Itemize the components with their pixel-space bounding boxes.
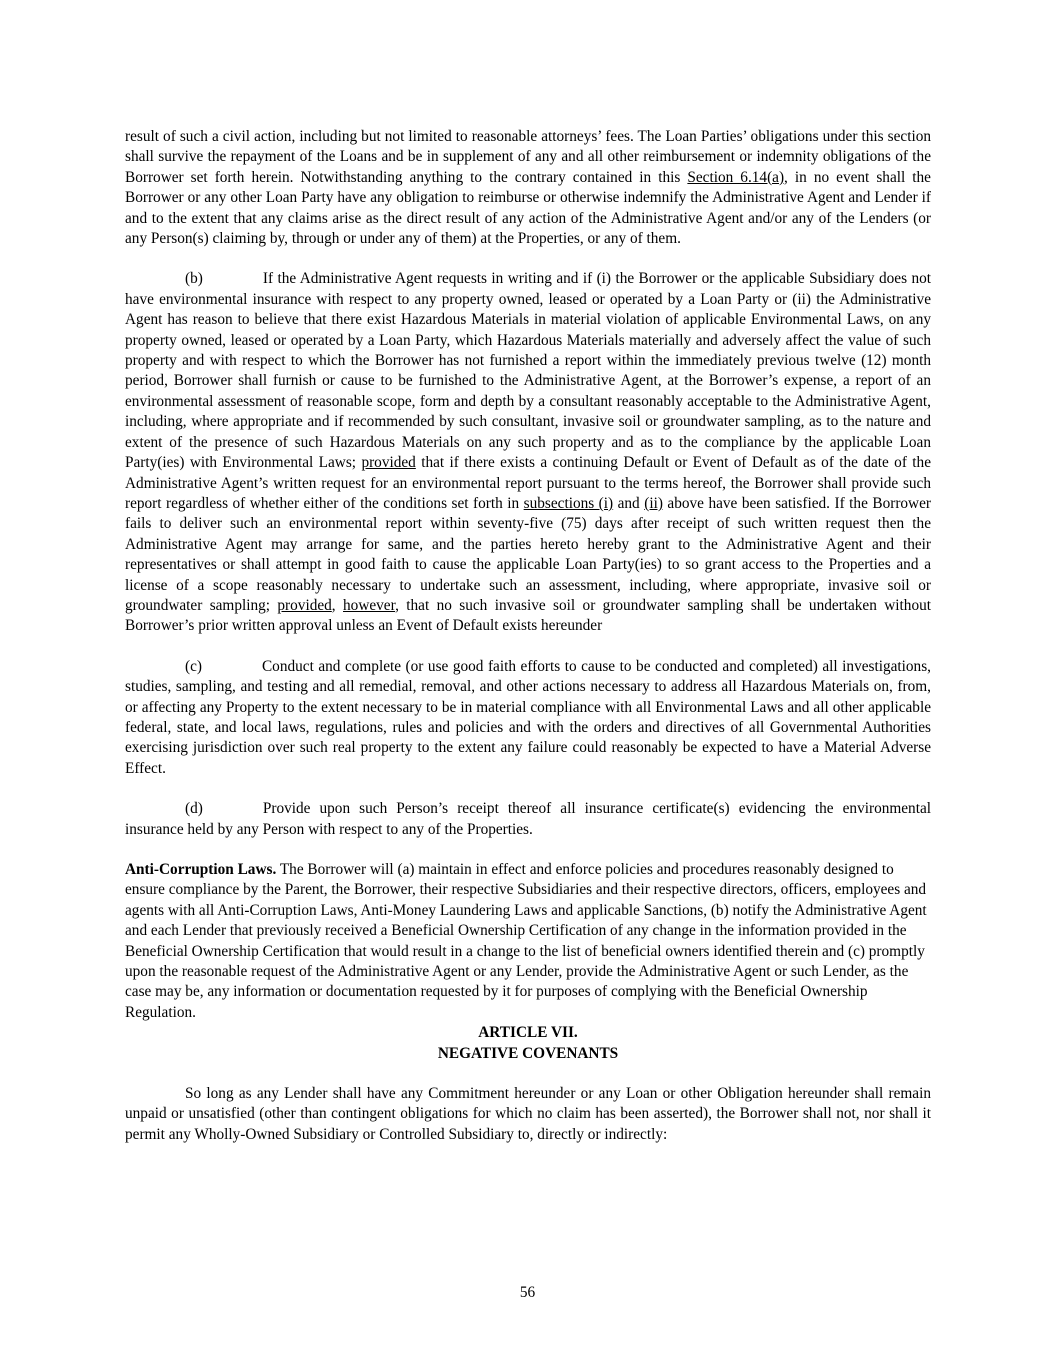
paragraph — [125, 1084, 931, 1145]
text-run: that if there exists a continuing Default or Event of Default as of the date of the Administrative Agent’s written request for an environmental report pursuant to the terms hereof, the Borrower shall provide such report regardless of whether either of the conditions set forth in — [125, 454, 931, 512]
section-heading: ARTICLE VII. — [478, 1024, 578, 1042]
page-number: 56 — [519, 1284, 536, 1301]
text-run: , in no event shall the Borrower or any other Loan Party have any obligation to reimburse or otherwise indemnify the Administrative Agent and Lender if and to the extent that any claims arise as the direct result of any action of the Administrative Agent and/or any of the Lenders (or any Person(s) claiming by, through or under any of them) at the Properties, or any of them. — [125, 168, 931, 248]
bold-lead-in: Anti-Corruption Laws. — [125, 861, 277, 878]
text-run: (c) — [185, 657, 202, 675]
text-run: Provide upon such Person’s receipt thereof all insurance certificate(s) evidencing the environmental insurance held by any Person with respect to any of the Properties. — [125, 800, 931, 838]
paragraph — [125, 269, 931, 636]
underlined-reference: however — [343, 596, 396, 614]
paragraph — [125, 127, 931, 249]
section-heading: NEGATIVE COVENANTS — [437, 1044, 619, 1062]
text-run: (b) — [185, 270, 203, 288]
text-run: , — [331, 596, 344, 614]
text-run: Conduct and complete (or use good faith efforts to cause to be conducted and completed) all investigations, studies, sampling, and testing and all remedial, removal, and other actions necessary to address all Hazardous Materials on, from, or affecting any Property to the extent necessary to be in material compliance with all Environmental Laws and all other applicable federal, state, and local laws, regulations, rules and policies and with the orders and directives of all Governmental Authorities exercising jurisdiction over such real property to the extent any failure could reasonably be expected to have a Material Adverse Effect. — [125, 657, 931, 777]
underlined-reference: Section 6.14(a) — [687, 168, 785, 186]
underlined-reference: provided — [277, 596, 332, 614]
text-run: (d) — [185, 800, 203, 818]
underlined-reference: (ii) — [644, 494, 663, 512]
text-run: If the Administrative Agent requests in writing and if (i) the Borrower or the applicable Subsidiary does not have environmental insurance with respect to any property owned, leased or operated by a Loan Party or (ii) the Administrative Agent has reason to believe that there exist Hazardous Materials in material violation of applicable Environmental Laws, on any property owned, leased or operated by a Loan Party, which Hazardous Materials materially and adversely affect the value of such property and with respect to which the Borrower has not furnished a report within the immediately previous twelve (12) month period, Borrower shall furnish or cause to be furnished to the Administrative Agent, at the Borrower’s expense, a report of an environmental assessment of reasonable scope, form and depth by a consultant reasonably acceptable to the Administrative Agent, including, where appropriate and if recommended by such consultant, invasive soil or groundwater sampling, as to the nature and extent of the presence of such Hazardous Materials on any such property and as to the compliance by the applicable Loan Party(ies) with Environmental Laws; — [125, 270, 931, 472]
paragraph — [125, 860, 931, 1023]
text-run: and — [613, 494, 645, 512]
paragraph — [125, 657, 931, 779]
underlined-reference: subsections (i) — [523, 494, 614, 512]
text-run: , that no such invasive soil or groundwater sampling shall be undertaken without Borrower’s prior written approval unless an Event of Default exists hereunder — [125, 596, 931, 635]
underlined-reference: provided — [361, 454, 416, 472]
text-run: So long as any Lender shall have any Commitment hereunder or any Loan or other Obligation hereunder shall remain unpaid or unsatisfied (other than contingent obligations for which no claim has been asserted), the Borrower shall not, nor shall it permit any Wholly-Owned Subsidiary or Controlled Subsidiary to, directly or indirectly: — [125, 1085, 931, 1143]
text-run: The Borrower will (a) maintain in effect and enforce policies and procedures reasonably designed to ensure compliance by the Parent, the Borrower, their respective Subsidiaries and their respective directors, officers, employees and agents with all Anti-Corruption Laws, Anti-Money Laundering Laws and applicable Sanctions, (b) notify the Administrative Agent and each Lender that previously received a Beneficial Ownership Certification of any change in the information provided in the Beneficial Ownership Certification that would result in a change to the list of beneficial owners identified therein and (c) promptly upon the reasonable request of the Administrative Agent or any Lender, provide the Administrative Agent or such Lender, as the case may be, any information or documentation requested by it for purposes of complying with the Beneficial Ownership Regulation. — [125, 861, 927, 1021]
paragraph — [125, 799, 931, 840]
text-run: above have been satisfied. If the Borrower fails to deliver such an environmental report within seventy-five (75) days after receipt of such written request then the Administrative Agent may arrange for same, and the parties hereto hereby grant to the Administrative Agent and their representatives or shall attempt in good faith to cause the applicable Loan Party(ies) to so grant access to the Properties and a license of a scope reasonably necessary to undertake such an assessment, including, where appropriate, invasive soil or groundwater sampling; — [125, 494, 931, 614]
text-run: result of such a civil action, including but not limited to reasonable attorneys’ fees. The Loan Parties’ obligations under this section shall survive the repayment of the Loans and be in supplement of any and all other reimbursement or indemnity obligations of the Borrower set forth herein. Notwithstanding anything to the contrary contained in this — [125, 128, 931, 186]
document-content — [125, 127, 931, 1165]
